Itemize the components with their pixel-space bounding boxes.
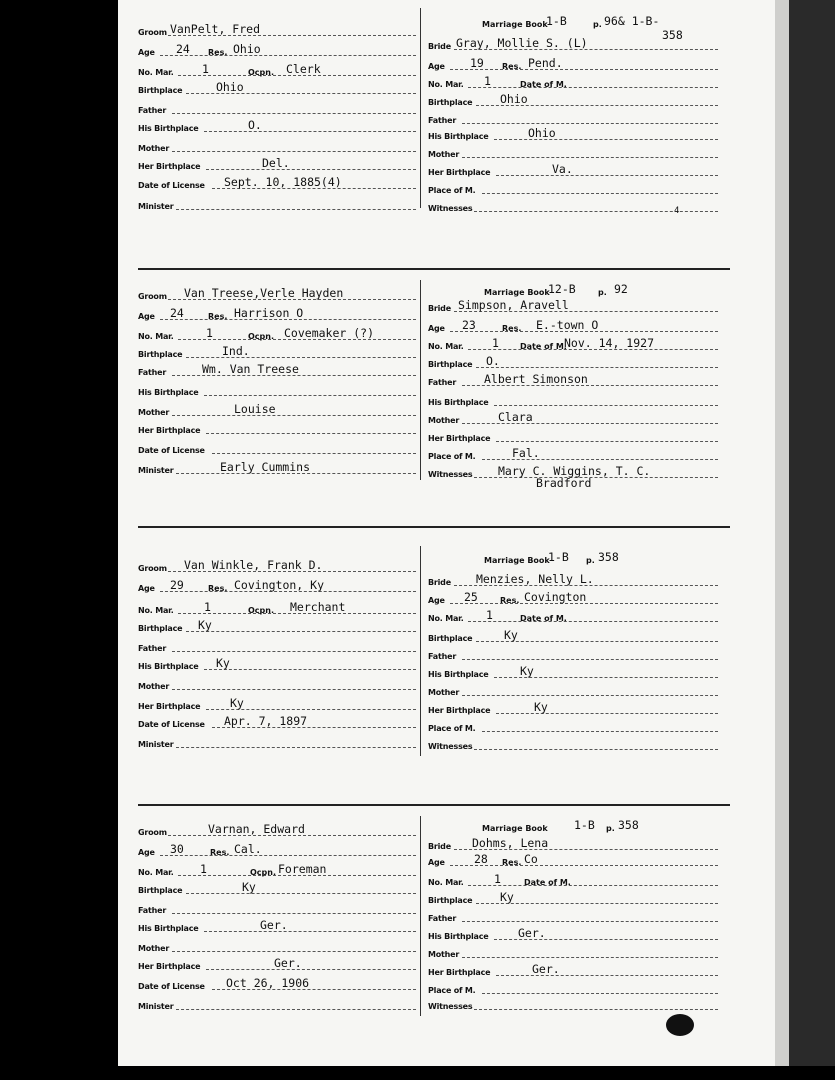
groom-res: Covington, Ky (234, 578, 325, 592)
marriage-book-number: 12-B (548, 282, 576, 296)
bride-birthplace: Ky (500, 890, 514, 904)
bride-his-birthplace: Ky (520, 664, 534, 678)
marriage-book-number: 1-B (548, 550, 569, 564)
marriage-book-number: 1-B (546, 14, 567, 28)
groom-name: Van Winkle, Frank D. (184, 558, 323, 572)
bride-her-birthplace: Ger. (532, 962, 560, 976)
groom-age: 24 (176, 42, 190, 56)
groom-date-of-license: Oct 26, 1906 (226, 976, 310, 990)
bride-name: Simpson, Aravell (458, 298, 569, 312)
groom-age: 24 (170, 306, 184, 320)
bride-his-birthplace: Ger. (518, 926, 546, 940)
bride-her-birthplace: Ky (534, 700, 548, 714)
groom-his-birthplace: Ky (216, 656, 230, 670)
groom-birthplace: Ky (242, 880, 256, 894)
marriage-book-page: 96& 1-B- (604, 14, 660, 28)
bride-res: Covington (524, 590, 587, 604)
bride-date-of-m: Nov. 14, 1927 (564, 336, 655, 350)
record-divider (420, 546, 421, 756)
groom-date-of-license: Apr. 7, 1897 (224, 714, 308, 728)
bride-name: Menzies, Nelly L. (476, 572, 594, 586)
bride-birthplace: Ohio (500, 92, 528, 106)
bride-res: Pend. (528, 56, 563, 70)
groom-her-birthplace: Del. (262, 156, 290, 170)
groom-father: Wm. Van Treese (202, 362, 299, 376)
bride-his-birthplace: Ohio (528, 126, 556, 140)
record-separator-rule (138, 268, 730, 270)
groom-name: Varnan, Edward (208, 822, 305, 836)
marriage-book-number: 1-B (574, 818, 595, 832)
groom-no-mar: 1 (202, 62, 209, 76)
groom-res: Cal. (234, 842, 262, 856)
groom-her-birthplace: Ger. (274, 956, 302, 970)
ink-blot (666, 1014, 694, 1036)
groom-minister: Early Cummins (220, 460, 311, 474)
record-divider (420, 816, 421, 1016)
groom-ocpn: Foreman (278, 862, 327, 876)
marriage-book-page: 92 (614, 282, 628, 296)
register-page (118, 0, 775, 1066)
groom-res: Harrison O (234, 306, 304, 320)
groom-res: Ohio (233, 42, 261, 56)
bride-mother: Clara (498, 410, 533, 424)
record-separator-rule (138, 804, 730, 806)
bride-res: E.-town O (536, 318, 599, 332)
groom-name: Van Treese,Verle Hayden (184, 286, 344, 300)
groom-birthplace: Ind. (222, 344, 250, 358)
bride-age: 23 (462, 318, 476, 332)
bride-name: Dohms, Lena (472, 836, 549, 850)
record-divider (420, 280, 421, 480)
groom-age: 29 (170, 578, 184, 592)
bride-birthplace: Ky (504, 628, 518, 642)
bride-no-mar: 1 (484, 74, 491, 88)
bride-res: Co (524, 852, 538, 866)
groom-ocpn: Merchant (290, 600, 346, 614)
groom-ocpn: Clerk (286, 62, 321, 76)
groom-no-mar: 1 (204, 600, 211, 614)
bride-age: 19 (470, 56, 484, 70)
groom-age: 30 (170, 842, 184, 856)
bride-birthplace: O. (486, 354, 500, 368)
record-varnan: Groom Varnan, Edward Age 30 Res. Cal. No. Mar. 1 Ocpn. Foreman Birthplace Ky Father His Birthplace Ger. Mother Her Birthplace Ger. Date of License Oct 26, 1906 Minister Marriage Book 1-B p. 358 Bride Dohms, Lena Age 28 Res. Co No. Mar. 1 Date of M. Birthplace Ky Father His Birthplace Ger. Mother Her Birthplace Ger. Place of M. Witnesses (118, 808, 775, 1066)
record-divider (420, 8, 421, 208)
groom-mother: Louise (234, 402, 276, 416)
groom-birthplace: Ohio (216, 80, 244, 94)
groom-birthplace: Ky (198, 618, 212, 632)
marriage-book-page: 358 (598, 550, 619, 564)
marriage-book-page-extra: 358 (662, 28, 683, 42)
bride-age: 25 (464, 590, 478, 604)
record-van-winkle: Groom Van Winkle, Frank D. Age 29 Res. Covington, Ky No. Mar. 1 Ocpn. Merchant Birthplace Ky Father His Birthplace Ky Mother Her Birthplace Ky Date of License Apr. 7, 1897 Minister Marriage Book 1-B p. 358 Bride Menzies, Nelly L. Age 25 Res. Covington No. Mar. 1 Date of M. Birthplace Ky Father His Birthplace Ky Mother Her Birthplace Ky Place of M. Witnesses (118, 538, 775, 792)
groom-his-birthplace: Ger. (260, 918, 288, 932)
groom-no-mar: 1 (206, 326, 213, 340)
record-van-treese: Groom Van Treese,Verle Hayden Age 24 Res. Harrison O No. Mar. 1 Ocpn. Covemaker (?) Birthplace Ind. Father Wm. Van Treese His Birthplace Mother Louise Her Birthplace Date of License Minister Early Cummins Marriage Book 12-B p. 92 Bride Simpson, Aravell Age 23 Res. E.-town O No. Mar. 1 Date of M. Nov. 14, 1927 Birthplace O. Father Albert Simonson His Birthplace Mother Clara Her Birthplace Place of M. Fal. Witnesses Mary C. Wiggins, T. C. Bradford (118, 272, 775, 526)
bride-place-of-m: Fal. (512, 446, 540, 460)
margin-note: 4 (674, 206, 680, 216)
groom-her-birthplace: Ky (230, 696, 244, 710)
scan-border-right (775, 0, 835, 1080)
bride-her-birthplace: Va. (552, 162, 573, 176)
marriage-book-page: 358 (618, 818, 639, 832)
groom-date-of-license: Sept. 10, 1885(4) (224, 175, 342, 189)
groom-his-birthplace: O. (248, 118, 262, 132)
bride-father: Albert Simonson (484, 372, 588, 386)
record-vanpelt: Groom VanPelt, Fred Age 24 Res. Ohio No. Mar. 1 Ocpn. Clerk Birthplace Ohio Father His Birthplace O. Mother Her Birthplace Del. Date of License Sept. 10, 1885(4) Minister Marriage Book 1-B p. 96& 1-B- 358 Bride Gray, Mollie S. (L) Age 19 Res. Pend. No. Mar. 1 Date of M. Birthplace Ohio Father His Birthplace Ohio Mother Her Birthplace Va. Place of M. Witnesses 4 (118, 0, 775, 262)
groom-ocpn: Covemaker (?) (284, 326, 375, 340)
bride-name: Gray, Mollie S. (L) (456, 36, 588, 50)
bride-age: 28 (474, 852, 488, 866)
bride-witnesses-continued: Bradford (536, 476, 592, 490)
record-separator-rule (138, 526, 730, 528)
bride-no-mar: 1 (494, 872, 501, 886)
scan-border-left (0, 0, 118, 1080)
groom-no-mar: 1 (200, 862, 207, 876)
groom-name: VanPelt, Fred (170, 22, 261, 36)
bride-no-mar: 1 (492, 336, 499, 350)
bride-no-mar: 1 (486, 608, 493, 622)
bride-witnesses: Mary C. Wiggins, T. C. (498, 464, 651, 478)
scan-border-bottom (0, 1066, 835, 1080)
